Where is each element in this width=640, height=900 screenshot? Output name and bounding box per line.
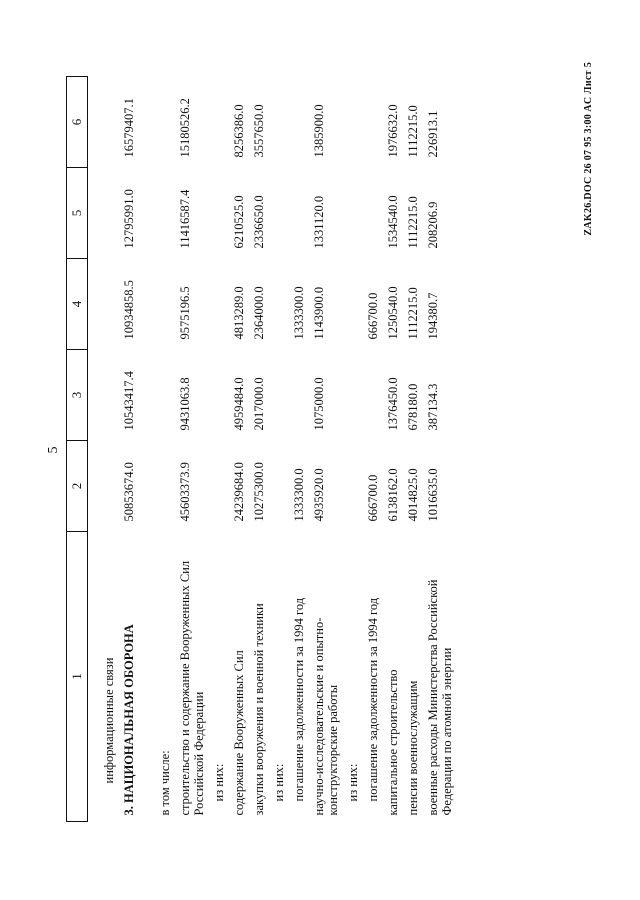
cell-value: 1385900.0 bbox=[312, 104, 326, 158]
cell-value bbox=[289, 350, 309, 441]
cell-value: 1534540.0 bbox=[386, 195, 400, 249]
table-row bbox=[229, 77, 249, 822]
cell-value: 11416587.4 bbox=[178, 189, 192, 249]
table-row bbox=[383, 77, 403, 822]
cell-value bbox=[363, 350, 383, 441]
table-row bbox=[249, 77, 269, 822]
cell-value bbox=[269, 77, 289, 168]
cell-value bbox=[88, 168, 120, 259]
cell-value: 10543417.4 bbox=[122, 371, 136, 431]
cell-value: 24239684.0 bbox=[232, 462, 246, 522]
cell-value bbox=[363, 77, 383, 168]
column-header: 1 bbox=[67, 532, 88, 822]
cell-value: 45603373.9 bbox=[178, 462, 192, 522]
row-label: закупки вооружения и военной техники bbox=[252, 603, 266, 816]
cell-value: 9575196.5 bbox=[178, 286, 192, 340]
table-row bbox=[289, 77, 309, 822]
cell-value: 4935920.0 bbox=[312, 468, 326, 522]
cell-value: 1112215.0 bbox=[406, 105, 420, 158]
column-header: 6 bbox=[67, 77, 88, 168]
row-label: военные расходы Министерства Российской Федерации по атомной энергии bbox=[426, 579, 454, 816]
cell-value bbox=[343, 77, 363, 168]
column-header: 2 bbox=[67, 441, 88, 532]
table-row bbox=[343, 77, 363, 822]
cell-value bbox=[88, 77, 120, 168]
table-row bbox=[175, 77, 209, 822]
cell-value bbox=[269, 441, 289, 532]
cell-value: 678180.0 bbox=[406, 383, 420, 431]
cell-value: 12795991.0 bbox=[122, 189, 136, 249]
cell-value: 50853674.0 bbox=[122, 462, 136, 522]
row-label: содержание Вооруженных Сил bbox=[232, 650, 246, 816]
cell-value: 666700.0 bbox=[366, 474, 380, 522]
table-row bbox=[88, 77, 120, 822]
cell-value: 387134.3 bbox=[426, 383, 440, 431]
cell-value: 1376450.0 bbox=[386, 377, 400, 431]
cell-value bbox=[88, 441, 120, 532]
table-row bbox=[119, 77, 155, 822]
column-header: 4 bbox=[67, 259, 88, 350]
cell-value bbox=[343, 259, 363, 350]
cell-value: 2364000.0 bbox=[252, 286, 266, 340]
column-header: 3 bbox=[67, 350, 88, 441]
cell-value: 1075000.0 bbox=[312, 377, 326, 431]
cell-value: 1250540.0 bbox=[386, 286, 400, 340]
cell-value bbox=[289, 77, 309, 168]
row-label: научно-исследовательские и опытно-конструкторские работы bbox=[312, 617, 340, 816]
cell-value bbox=[155, 168, 175, 259]
cell-value: 8256386.0 bbox=[232, 104, 246, 158]
cell-value bbox=[209, 350, 229, 441]
cell-value: 1112215.0 bbox=[406, 287, 420, 340]
budget-table bbox=[66, 76, 457, 822]
cell-value bbox=[155, 350, 175, 441]
cell-value bbox=[155, 259, 175, 350]
row-label: погашение задолженности за 1994 год bbox=[292, 597, 306, 802]
cell-value: 2017000.0 bbox=[252, 377, 266, 431]
cell-value bbox=[289, 168, 309, 259]
cell-value: 10934858.5 bbox=[122, 280, 136, 340]
row-label: в том числе: bbox=[158, 750, 172, 816]
table-row bbox=[403, 77, 423, 822]
cell-value bbox=[269, 168, 289, 259]
cell-value bbox=[343, 441, 363, 532]
cell-value: 194380.7 bbox=[426, 292, 440, 340]
cell-value bbox=[209, 259, 229, 350]
table-row bbox=[309, 77, 343, 822]
column-header: 5 bbox=[67, 168, 88, 259]
table-row bbox=[363, 77, 383, 822]
row-label: строительство и содержание Вооруженных Сил Российской Федерации bbox=[178, 560, 206, 816]
cell-value bbox=[88, 259, 120, 350]
row-label: пенсии военнослужащим bbox=[406, 680, 420, 816]
cell-value: 6210525.0 bbox=[232, 195, 246, 249]
row-label: из них: bbox=[346, 763, 360, 802]
cell-value: 208206.9 bbox=[426, 201, 440, 249]
row-label: погашение задолженности за 1994 год bbox=[366, 597, 380, 802]
cell-value bbox=[343, 168, 363, 259]
header-row bbox=[67, 77, 88, 822]
cell-value: 1333300.0 bbox=[292, 468, 306, 522]
cell-value: 2336650.0 bbox=[252, 195, 266, 249]
cell-value: 1016635.0 bbox=[426, 468, 440, 522]
cell-value bbox=[343, 350, 363, 441]
cell-value: 10275300.0 bbox=[252, 462, 266, 522]
row-label: капитальное строительство bbox=[386, 669, 400, 816]
cell-value: 1112215.0 bbox=[406, 196, 420, 249]
cell-value bbox=[269, 259, 289, 350]
cell-value: 9431063.8 bbox=[178, 377, 192, 431]
page-number: 5 bbox=[46, 446, 61, 454]
row-label: 3. НАЦИОНАЛЬНАЯ ОБОРОНА bbox=[122, 624, 136, 816]
cell-value: 16579407.1 bbox=[122, 98, 136, 158]
cell-value: 6138162.0 bbox=[386, 468, 400, 522]
cell-value: 4813289.0 bbox=[232, 286, 246, 340]
cell-value: 4014825.0 bbox=[406, 468, 420, 522]
row-label: из них: bbox=[272, 763, 286, 802]
table-row bbox=[209, 77, 229, 822]
row-label: информационные связи bbox=[102, 657, 116, 784]
cell-value: 3557650.0 bbox=[252, 104, 266, 158]
cell-value: 1976632.0 bbox=[386, 104, 400, 158]
table-row bbox=[423, 77, 457, 822]
cell-value bbox=[209, 168, 229, 259]
cell-value bbox=[269, 350, 289, 441]
cell-value bbox=[209, 77, 229, 168]
cell-value bbox=[88, 350, 120, 441]
cell-value bbox=[363, 168, 383, 259]
cell-value bbox=[155, 77, 175, 168]
cell-value bbox=[209, 441, 229, 532]
cell-value: 4959484.0 bbox=[232, 377, 246, 431]
table-row bbox=[269, 77, 289, 822]
cell-value: 15180526.2 bbox=[178, 98, 192, 158]
cell-value: 1331120.0 bbox=[312, 195, 326, 249]
rotated-content bbox=[40, 50, 600, 850]
cell-value: 1143900.0 bbox=[312, 286, 326, 340]
cell-value: 226913.1 bbox=[426, 110, 440, 158]
cell-value: 666700.0 bbox=[366, 292, 380, 340]
footer-stamp: ZAK26.DOC 26 07 95 3:00 AC Лист 5 bbox=[583, 62, 594, 236]
cell-value: 1333300.0 bbox=[292, 286, 306, 340]
cell-value bbox=[155, 441, 175, 532]
row-label: из них: bbox=[212, 763, 226, 802]
table-row bbox=[155, 77, 175, 822]
